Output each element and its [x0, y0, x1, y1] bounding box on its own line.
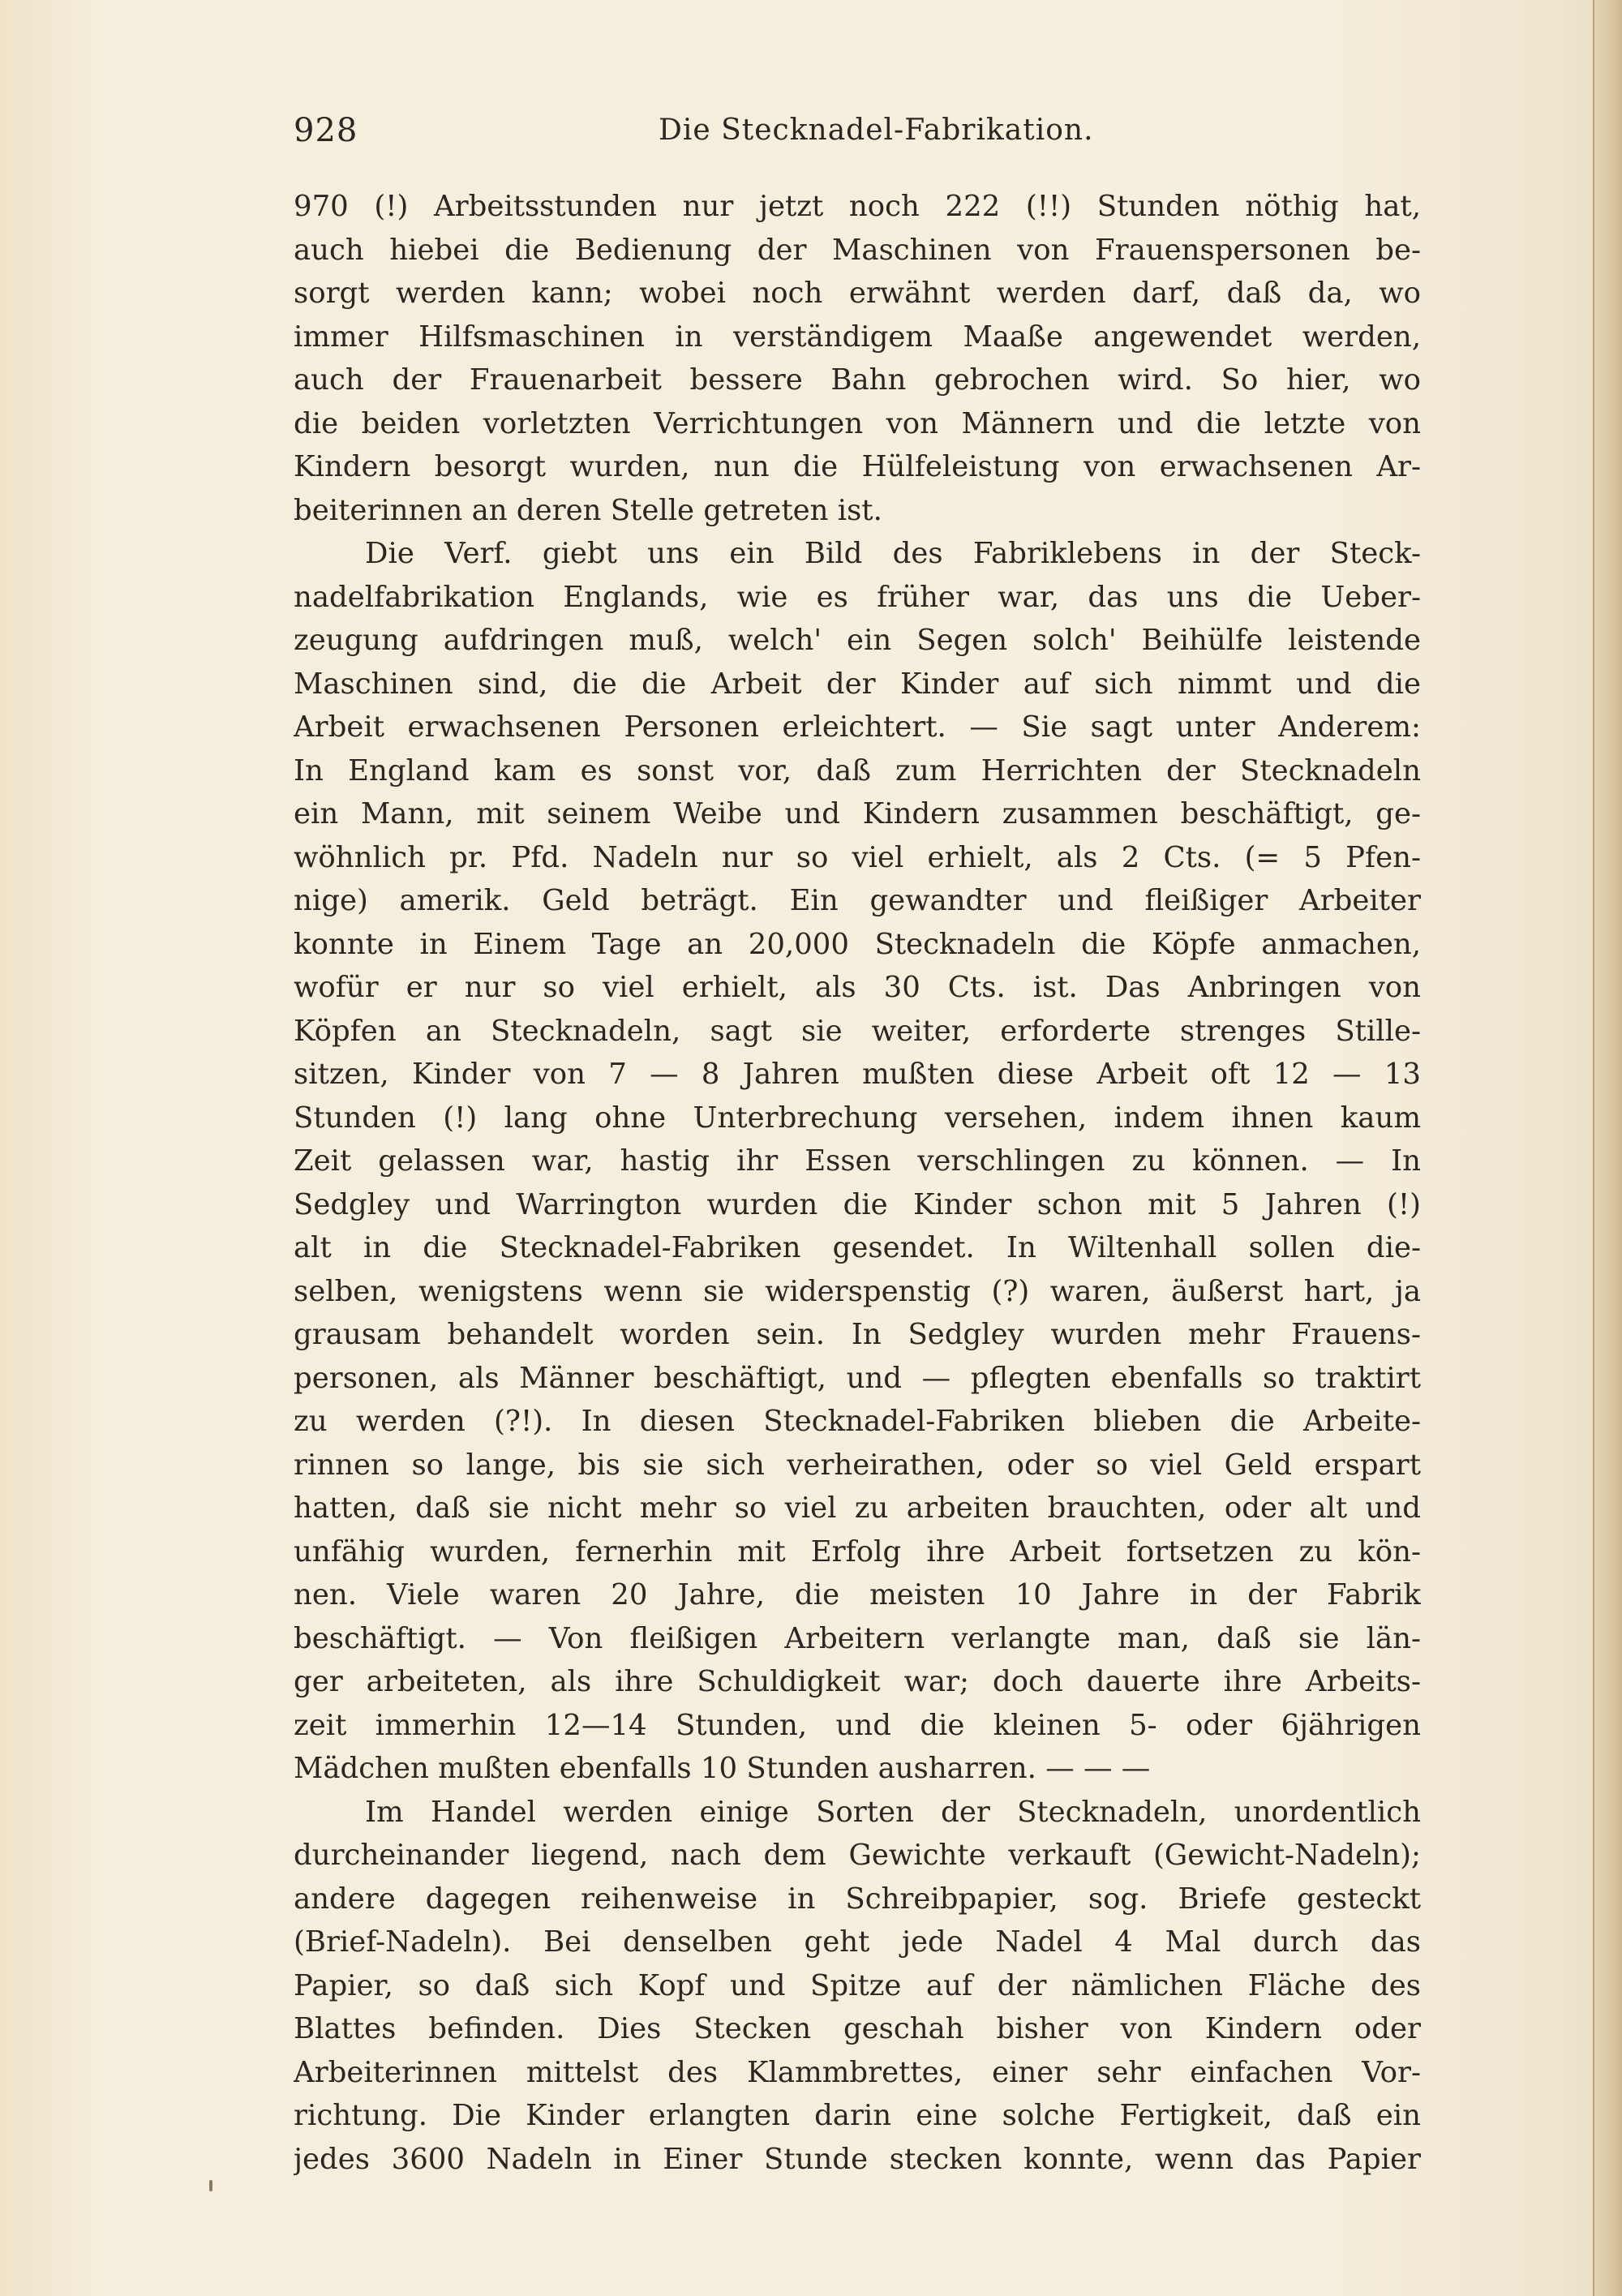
text-line: Zeit gelassen war, hastig ihr Essen verschlingen zu können. — In — [294, 1144, 1421, 1178]
text-line: Die Verf. giebt uns ein Bild des Fabriklebens in der Steck- — [365, 537, 1421, 570]
text-line: ger arbeiteten, als ihre Schuldigkeit war; doch dauerte ihre Arbeits- — [294, 1665, 1421, 1698]
text-line: immer Hilfsmaschinen in verständigem Maaße angewendet werden, — [294, 320, 1421, 354]
text-line: selben, wenigstens wenn sie widerspenstig (?) waren, äußerst hart, ja — [294, 1274, 1421, 1308]
text-line: Blattes befinden. Dies Stecken geschah bisher von Kindern oder — [294, 2012, 1421, 2045]
text-line: personen, als Männer beschäftigt, und — pflegten ebenfalls so traktirt — [294, 1361, 1421, 1395]
text-line: jedes 3600 Nadeln in Einer Stunde stecken konnte, wenn das Papier — [294, 2142, 1421, 2176]
text-line: wöhnlich pr. Pfd. Nadeln nur so viel erhielt, als 2 Cts. (= 5 Pfen- — [294, 840, 1421, 874]
text-line: beiterinnen an deren Stelle getreten ist. — [294, 493, 882, 527]
text-line: unfähig wurden, fernerhin mit Erfolg ihre Arbeit fortsetzen zu kön- — [294, 1534, 1421, 1569]
text-line: Papier, so daß sich Kopf und Spitze auf der nämlichen Fläche des — [294, 1968, 1421, 2002]
text-line: andere dagegen reihenweise in Schreibpapier, sog. Briefe gesteckt — [294, 1882, 1421, 1916]
text-line: zeit immerhin 12—14 Stunden, und die kleinen 5- oder 6jährigen — [294, 1708, 1421, 1742]
text-line: ein Mann, mit seinem Weibe und Kindern zusammen beschäftigt, ge- — [294, 797, 1421, 830]
text-line: sorgt werden kann; wobei noch erwähnt werden darf, daß da, wo — [294, 277, 1421, 310]
text-line: sitzen, Kinder von 7 — 8 Jahren mußten diese Arbeit oft 12 — 13 — [294, 1058, 1421, 1091]
text-line: wofür er nur so viel erhielt, als 30 Cts. ist. Das Anbringen von — [294, 971, 1421, 1004]
text-line: grausam behandelt worden sein. In Sedgley wurden mehr Frauens- — [294, 1318, 1421, 1351]
text-line: auch der Frauenarbeit bessere Bahn gebrochen wird. So hier, wo — [294, 363, 1421, 397]
running-title: Die Stecknadel-Fabrikation. — [659, 114, 1094, 147]
text-line: hatten, daß sie nicht mehr so viel zu arbeiten brauchten, oder alt und — [294, 1491, 1421, 1525]
text-line: Im Handel werden einige Sorten der Stecknadeln, unordentlich — [365, 1795, 1421, 1829]
text-line: Arbeit erwachsenen Personen erleichtert. — Sie sagt unter Anderem: — [294, 710, 1421, 744]
page-header — [294, 112, 1421, 161]
text-line: zeugung aufdringen muß, welch' ein Segen solch' Beihülfe leistende — [294, 624, 1421, 657]
text-line: In England kam es sonst vor, daß zum Herrichten der Stecknadeln — [294, 753, 1421, 788]
text-line: beschäftigt. — Von fleißigen Arbeitern verlangte man, daß sie län- — [294, 1621, 1421, 1655]
text-line: 970 (!) Arbeitsstunden nur jetzt noch 222 (!!) Stunden nöthig hat, — [294, 190, 1421, 223]
text-line: Mädchen mußten ebenfalls 10 Stunden ausharren. — — — — [294, 1752, 1151, 1785]
text-line: durcheinander liegend, nach dem Gewichte verkauft (Gewicht-Nadeln); — [294, 1839, 1421, 1872]
text-line: Köpfen an Stecknadeln, sagt sie weiter, erforderte strenges Stille- — [294, 1014, 1421, 1048]
text-line: auch hiebei die Bedienung der Maschinen von Frauenspersonen be- — [294, 233, 1421, 267]
text-line: alt in die Stecknadel-Fabriken gesendet. In Wiltenhall sollen die- — [294, 1231, 1421, 1264]
text-line: Sedgley und Warrington wurden die Kinder schon mit 5 Jahren (!) — [294, 1187, 1421, 1221]
page-number: 928 — [294, 112, 358, 149]
text-line: rinnen so lange, bis sie sich verheirathen, oder so viel Geld erspart — [294, 1448, 1421, 1482]
text-line: Kindern besorgt wurden, nun die Hülfeleistung von erwachsenen Ar- — [294, 450, 1421, 483]
text-line: Arbeiterinnen mittelst des Klammbrettes, einer sehr einfachen Vor- — [294, 2055, 1421, 2089]
body-text — [294, 185, 1421, 2181]
text-line: Maschinen sind, die die Arbeit der Kinder auf sich nimmt und die — [294, 667, 1421, 701]
paper-speck — [209, 2180, 212, 2191]
text-line: richtung. Die Kinder erlangten darin eine solche Fertigkeit, daß ein — [294, 2099, 1421, 2132]
text-line: konnte in Einem Tage an 20,000 Stecknadeln die Köpfe anmachen, — [294, 927, 1421, 961]
text-line: nadelfabrikation Englands, wie es früher war, das uns die Ueber- — [294, 580, 1421, 614]
text-line: Stunden (!) lang ohne Unterbrechung versehen, indem ihnen kaum — [294, 1101, 1421, 1135]
text-line: nige) amerik. Geld beträgt. Ein gewandter und fleißiger Arbeiter — [294, 884, 1421, 917]
text-line: die beiden vorletzten Verrichtungen von Männern und die letzte von — [294, 406, 1421, 440]
text-line: (Brief-Nadeln). Bei denselben geht jede Nadel 4 Mal durch das — [294, 1925, 1421, 1959]
text-line: zu werden (?!). In diesen Stecknadel-Fabriken blieben die Arbeite- — [294, 1405, 1421, 1438]
page-gutter-edge — [1593, 0, 1622, 2296]
text-line: nen. Viele waren 20 Jahre, die meisten 10 Jahre in der Fabrik — [294, 1578, 1421, 1611]
